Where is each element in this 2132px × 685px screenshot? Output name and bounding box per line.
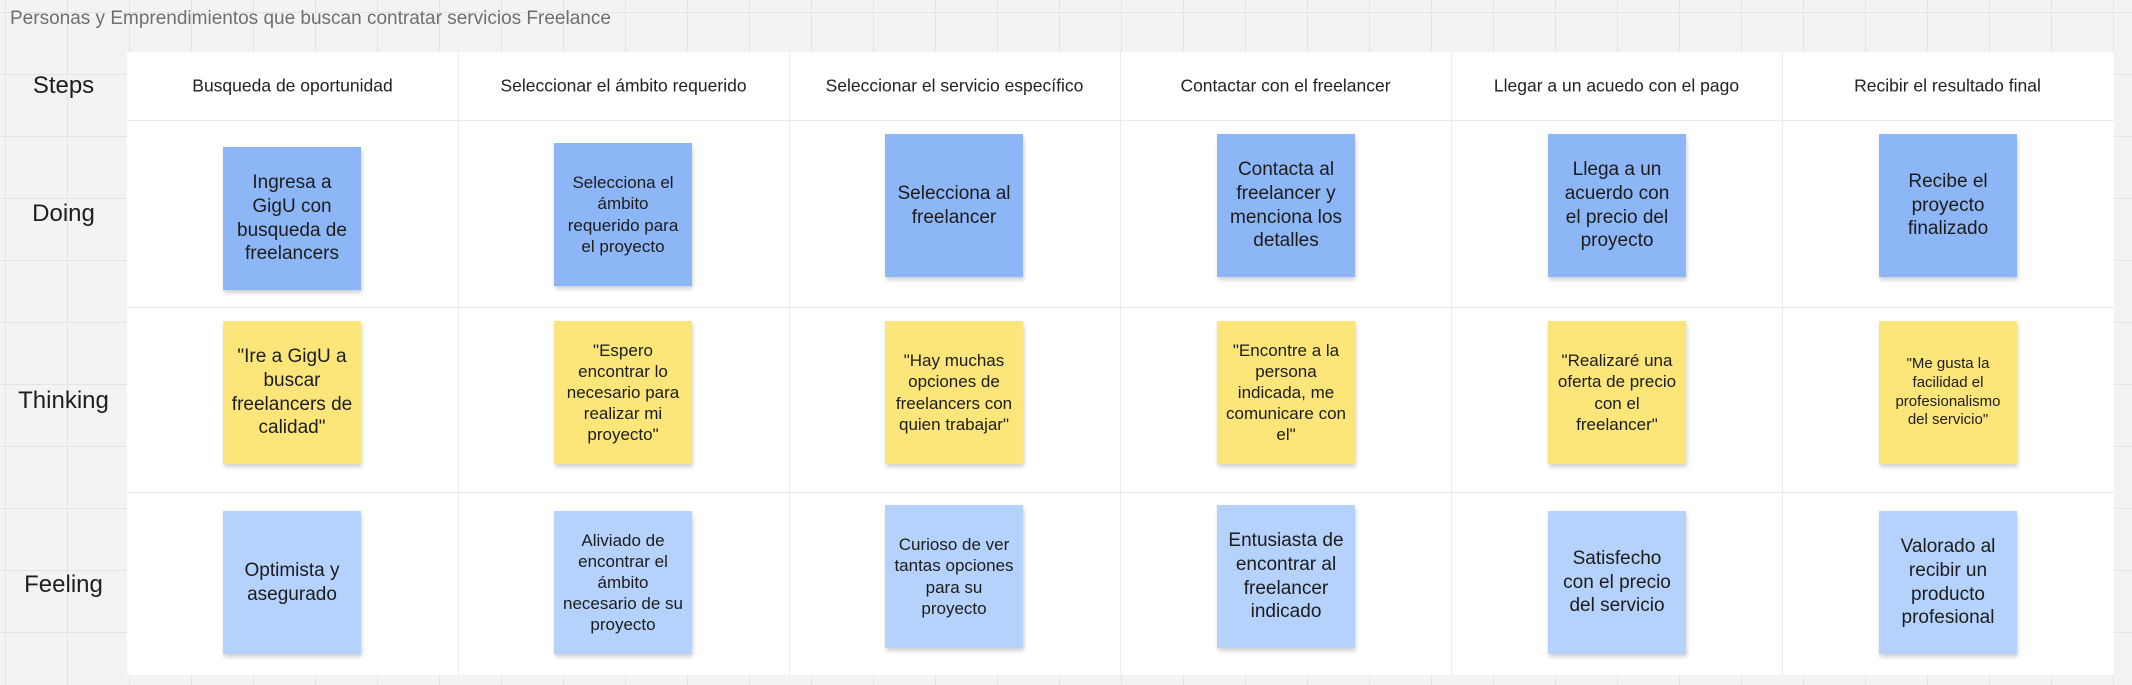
feeling-sticky-note[interactable] — [554, 511, 692, 654]
feeling-sticky-note[interactable] — [1879, 511, 2017, 654]
thinking-sticky-note[interactable] — [885, 321, 1023, 464]
row-label-steps: Steps — [32, 72, 95, 99]
doing-sticky-note[interactable] — [223, 147, 361, 290]
column-divider — [789, 52, 790, 675]
sticky-note-text: Contacta al freelancer y menciona los detalles — [1230, 159, 1342, 252]
sticky-note-text: Entusiasta de encontrar al freelancer indicado — [1228, 530, 1344, 623]
sticky-note-text: Curioso de ver tantas opciones para su proyecto — [894, 535, 1014, 618]
feeling-sticky-note[interactable] — [223, 511, 361, 654]
row-label-doing: Doing — [32, 200, 95, 227]
sticky-note-text: Recibe el proyecto finalizado — [1907, 171, 1989, 240]
thinking-sticky-note[interactable] — [1879, 321, 2017, 464]
sticky-note-text: "Hay muchas opciones de freelancers con quien trabajar" — [895, 351, 1013, 434]
row-label-thinking: Thinking — [18, 387, 109, 414]
column-divider — [1120, 52, 1121, 675]
sticky-note-text: "Encontre a la persona indicada, me comunicare con el" — [1225, 340, 1346, 445]
board-title: Personas y Emprendimientos que buscan contratar servicios Freelance — [10, 8, 611, 29]
sticky-note-text: Selecciona al freelancer — [897, 182, 1011, 228]
sticky-note-text: Aliviado de encontrar el ámbito necesario de su proyecto — [562, 530, 684, 635]
sticky-note-text: "Espero encontrar lo necesario para realizar mi proyecto" — [566, 340, 680, 445]
step-header-5: Llegar a un acuedo con el pago — [1493, 75, 1740, 96]
doing-sticky-note[interactable] — [1548, 134, 1686, 277]
sticky-note-text: "Realizaré una oferta de precio con el freelancer" — [1557, 351, 1677, 434]
step-header-6: Recibir el resultado final — [1854, 75, 2041, 96]
sticky-note-text: Selecciona el ámbito requerido para el proyecto — [567, 173, 679, 256]
column-divider — [1451, 52, 1452, 675]
row-divider — [127, 120, 2114, 121]
step-header-1: Busqueda de oportunidad — [192, 75, 393, 96]
row-divider — [127, 307, 2114, 308]
column-divider — [458, 52, 459, 675]
journey-map-frame — [127, 52, 2114, 675]
sticky-note-text: Llega a un acuerdo con el precio del proyecto — [1564, 159, 1670, 252]
thinking-sticky-note[interactable] — [1217, 321, 1355, 464]
thinking-sticky-note[interactable] — [1548, 321, 1686, 464]
thinking-sticky-note[interactable] — [223, 321, 361, 464]
doing-sticky-note[interactable] — [1879, 134, 2017, 277]
sticky-note-text: Valorado al recibir un producto profesional — [1900, 536, 1996, 629]
doing-sticky-note[interactable] — [554, 143, 692, 286]
feeling-sticky-note[interactable] — [885, 505, 1023, 648]
step-header-3: Seleccionar el servicio específico — [825, 75, 1084, 96]
sticky-note-text: Satisfecho con el precio del servicio — [1563, 548, 1671, 617]
step-header-4: Contactar con el freelancer — [1180, 75, 1391, 96]
column-divider — [1782, 52, 1783, 675]
row-divider — [127, 492, 2114, 493]
feeling-sticky-note[interactable] — [1217, 505, 1355, 648]
feeling-sticky-note[interactable] — [1548, 511, 1686, 654]
row-label-feeling: Feeling — [24, 571, 103, 598]
thinking-sticky-note[interactable] — [554, 321, 692, 464]
sticky-note-text: "Me gusta la facilidad el profesionalismo del servicio" — [1895, 355, 2001, 429]
doing-sticky-note[interactable] — [1217, 134, 1355, 277]
sticky-note-text: Optimista y asegurado — [244, 559, 340, 605]
step-header-2: Seleccionar el ámbito requerido — [500, 75, 747, 96]
sticky-note-text: Ingresa a GigU con busqueda de freelancers — [237, 172, 347, 265]
sticky-note-text: "Ire a GigU a buscar freelancers de calidad" — [231, 346, 353, 439]
doing-sticky-note[interactable] — [885, 134, 1023, 277]
